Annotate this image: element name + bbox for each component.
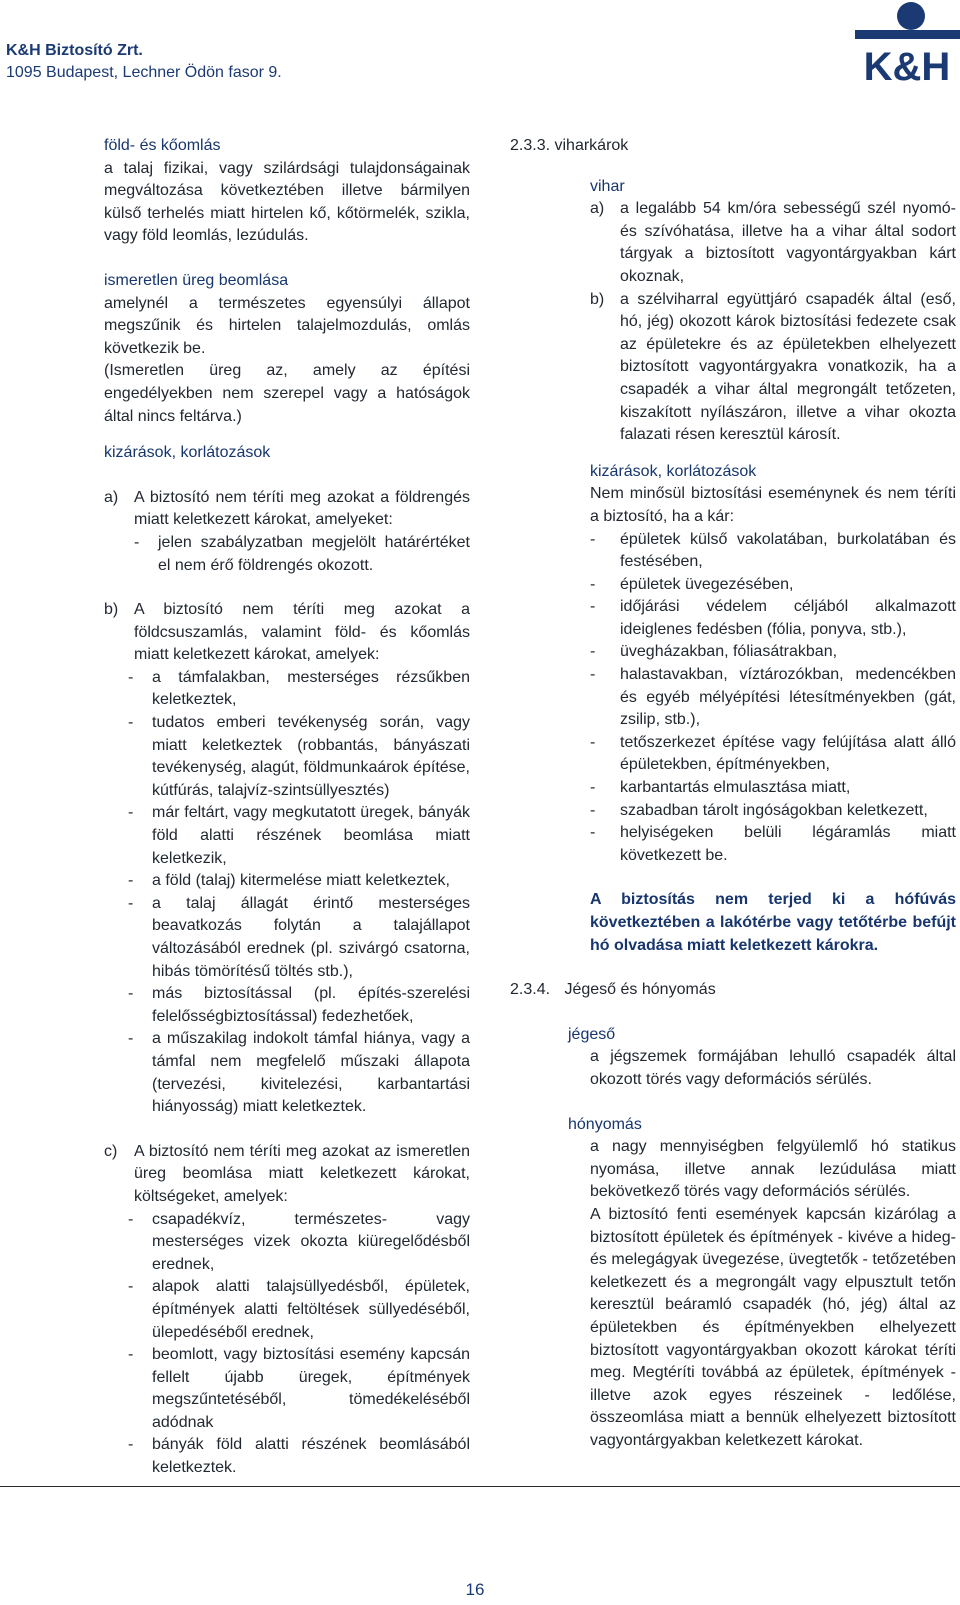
logo-head <box>897 2 925 30</box>
ureg-title: ismeretlen üreg beomlása <box>104 271 289 289</box>
snow-drift-note: A biztosítás nem terjed ki a hófúvás következtében a lakótérbe vagy tetőtérbe befújt hó olvadása miatt keletkezett károkra. <box>590 891 956 954</box>
section-2-3-4-heading <box>510 979 956 1002</box>
list-item: - a talaj állagát érintő mesterséges beavatkozás folytán a talajállapot változásából erednek (pl. szivárgó csatorna, hibás tömörítésű töltés stb.), <box>128 894 470 980</box>
vihar-block <box>510 176 956 958</box>
exclusion-b-list <box>128 667 470 1119</box>
footer-divider <box>0 1486 960 1487</box>
marker-a: a) <box>104 488 119 506</box>
list-item: - csapadékvíz, természetes- vagy mesterséges vizek okozta kiüregelődésből erednek, <box>128 1210 470 1273</box>
list-item: - a föld (talaj) kitermelése miatt keletkeztek, <box>128 872 450 890</box>
list-item: - időjárási védelem céljából alkalmazott ideiglenes fedésben (fólia, ponyva, stb.), <box>590 598 956 638</box>
left-exclusions-title: kizárások, korlátozások <box>104 444 271 462</box>
exclusion-a-list <box>134 532 470 577</box>
list-item: - beomlott, vagy biztosítási esemény kapcsán fellelt újabb üregek, építmények megszűntetéséből, tömedékeléséből adódnak <box>128 1346 470 1431</box>
list-item: - a támfalakban, mesterséges rézsűkben keletkeztek, <box>128 668 470 709</box>
list-item: - karbantartás elmulasztása miatt, <box>590 779 851 797</box>
fold-omlas-title: föld- és kőomlás <box>104 137 221 154</box>
section-2-3-3-heading <box>510 135 956 158</box>
list-item: - tudatos emberi tevékenység során, vagy miatt keletkeztek (robbantás, bányászati tevékenység, alagút, földmunkaárok építése, kútfúrás, talajvíz-szintsüllyesztés) <box>128 714 470 799</box>
list-item: b) a szélviharral együttjáró csapadék által (eső, hó, jég) okozott károk biztosítási fedezete csak az épületekre és az épületekben elhelyezett biztosított vagyontárgyakra vonatkozik, ha a csapadék a vihar által megrongált tetőzeten, kiszakított nyílászáron, illetve a vihar okozta falazati résen keresztül károsít. <box>590 290 956 444</box>
exclusion-b-text: A biztosító nem téríti meg azokat a földcsuszamlás, valamint föld- és kőomlás miatt keletkezett károkat, amelyek: <box>134 601 470 664</box>
honyomas-coverage-text: A biztosító fenti események kapcsán kizárólag a biztosított épületek és építmények - kivéve a hideg- és melegágyak üvegezése, üvegtetők - tetőzetében keletkezett és a megrongált vagy elpusztult tetőn keresztül beáramló csapadék (hó, jég) által az épületekben és építményekben elhelyezett biztosított vagyontárgyakban okozott károkat téríti meg. Megtéríti továbbá az épületek, építmények - illetve azok egyes részeinek - ledőlése, összeomlása miatt a bennük elhelyezett biztosított vagyontárgyakban keletkezett károkat. <box>590 1205 956 1449</box>
exclusion-a-text: A biztosító nem téríti meg azokat a földrengés miatt keletkezett károkat, amelyeket: <box>134 488 470 529</box>
exclusion-c-text: A biztosító nem téríti meg azokat az ismeretlen üreg beomlása miatt keletkezett károkat, költségeket, amelyek: <box>134 1142 470 1205</box>
list-item: - tetőszerkezet építése vagy felújítása alatt álló épületekben, építményekben, <box>590 733 956 774</box>
exclusion-c-list <box>128 1209 470 1480</box>
list-item: - szabadban tárolt ingóságokban keletkezett, <box>590 801 928 819</box>
company-address: 1095 Budapest, Lechner Ödön fasor 9. <box>6 64 282 81</box>
list-item: a) a legalább 54 km/óra sebességű szél nyomó- és szívóhatása, illetve ha a vihar által sodort tárgyak a biztosított vagyontárgyakban kárt okoznak, <box>590 200 956 285</box>
jeg-block <box>510 1024 956 1453</box>
right-exclusions-text: Nem minősül biztosítási eseménynek és nem téríti a biztosító, ha a kár: <box>590 485 956 525</box>
jegeso-text: a jégszemek formájában lehulló csapadék által okozott törés vagy deformációs sérülés. <box>590 1048 956 1088</box>
list-item: - már feltárt, vagy megkutatott üregek, bányák föld alatti részének beomlása miatt keletkezik, <box>128 804 470 867</box>
marker-b: b) <box>104 601 119 619</box>
right-exclusions-title: kizárások, korlátozások <box>590 462 757 480</box>
list-item: - üvegházakban, fóliasátrakban, <box>590 643 838 661</box>
ureg-note: (Ismeretlen üreg az, amely az építési engedélyekben nem szerepel vagy a hatóságok által nincs feltárva.) <box>104 362 470 425</box>
honyomas-text: a nagy mennyiségben felgyülemlő hó statikus nyomása, illetve annak lezúdulása miatt bekövetkező törés vagy deformációs sérülés. <box>590 1138 956 1201</box>
list-item: - épületek üvegezésében, <box>590 575 794 593</box>
section-title: Jégeső és hónyomás <box>564 981 716 999</box>
page-number: 16 <box>465 1580 485 1599</box>
honyomas-title: hónyomás <box>568 1115 642 1133</box>
exclusion-c <box>104 1141 470 1209</box>
list-item: - halastavakban, víztározókban, medencékben és egyéb mélyépítési létesítményekben (gát, zsilip, stb.), <box>590 666 956 729</box>
vihar-title: vihar <box>590 177 625 195</box>
list-item: - más biztosítással (pl. építés-szerelési felelősségbiztosítással) fedezhetőek, <box>128 985 470 1025</box>
exclusion-b <box>104 599 470 667</box>
ureg-text: amelynél a természetes egyensúlyi állapot megszűnik és hirtelen talajelmozdulás, omlás következik be. <box>104 294 470 357</box>
company-header <box>6 40 282 84</box>
marker-c: c) <box>104 1142 118 1160</box>
jegeso-title: jégeső <box>568 1025 616 1043</box>
list-item: - helyiségeken belüli légáramlás miatt következett be. <box>590 824 956 864</box>
section-number: 2.3.4. <box>510 981 551 999</box>
list-item: - bányák föld alatti részének beomlásából keletkeztek. <box>128 1436 470 1477</box>
right-column <box>510 135 956 1452</box>
right-exclusions-list <box>590 529 956 868</box>
left-column <box>104 135 470 1480</box>
logo-bar <box>855 30 960 39</box>
kh-logo <box>855 0 960 85</box>
list-item: - a műszakilag indokolt támfal hiánya, vagy a támfal nem megfelelő műszaki állapota (tervezési, kivitelezési, karbantartási hiányosság) miatt keletkeztek. <box>128 1030 470 1116</box>
logo-text: K&H <box>863 45 951 85</box>
exclusion-a <box>104 487 470 532</box>
company-name: K&H Biztosító Zrt. <box>6 42 143 59</box>
vihar-list <box>590 198 956 447</box>
section-number: 2.3.3. <box>510 137 551 154</box>
list-item: - épületek külső vakolatában, burkolatában és festésében, <box>590 530 956 571</box>
list-item: - alapok alatti talajsüllyedésből, épületek, építmények alatti feltöltések süllyedéséből, ülepedéséből erednek, <box>128 1278 470 1341</box>
section-title: viharkárok <box>554 137 629 154</box>
fold-omlas-text: a talaj fizikai, vagy szilárdsági tulajdonságainak megváltozása következtében illetve bármilyen külső terhelés miatt hirtelen kő, kőtörmelék, szikla, vagy föld leomlás, lezúdulás. <box>104 159 470 245</box>
list-item: - jelen szabályzatban megjelölt határértéket el nem érő földrengés okozott. <box>134 533 470 574</box>
